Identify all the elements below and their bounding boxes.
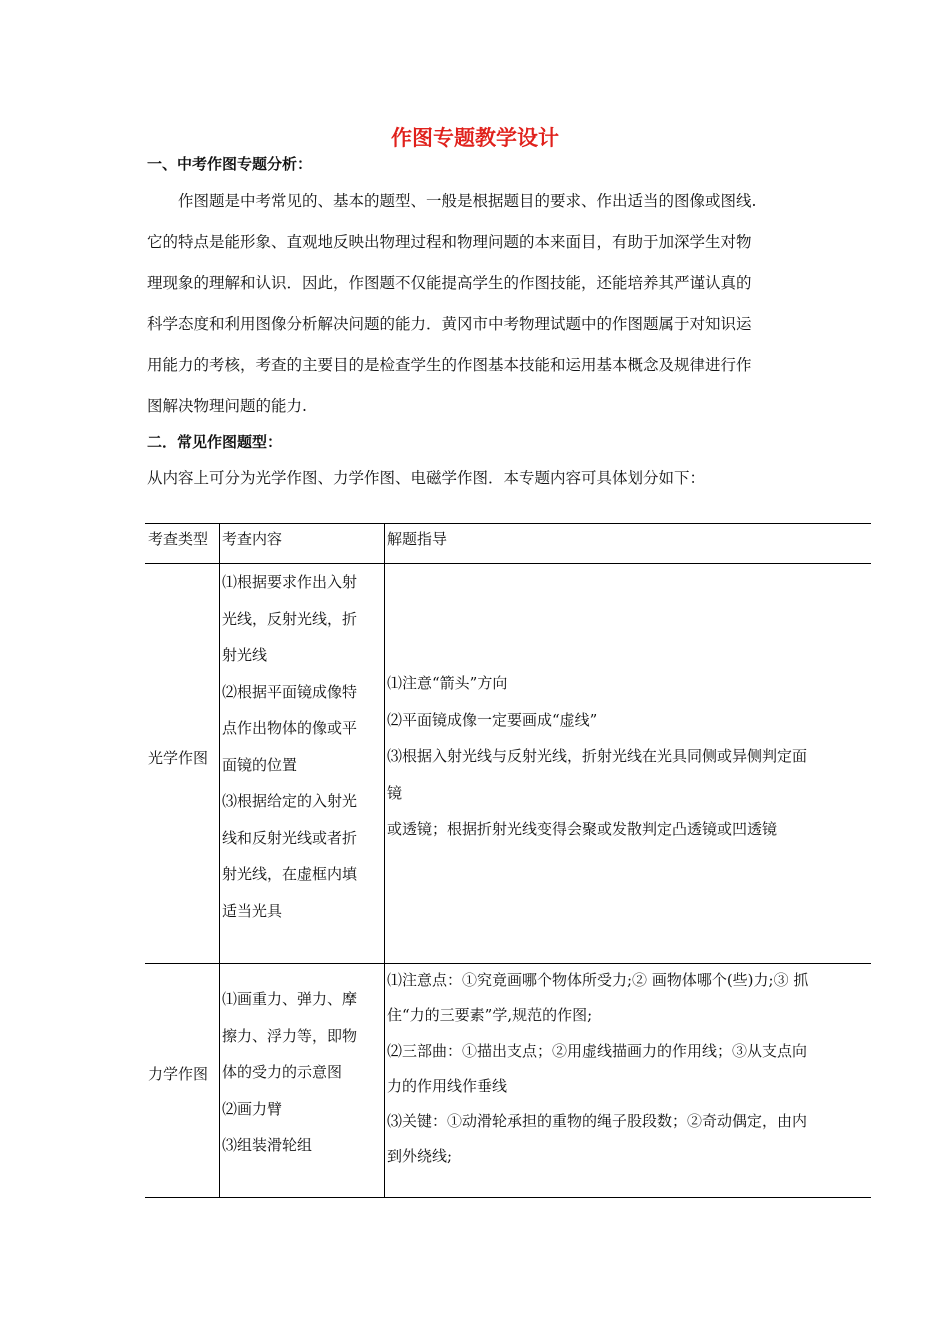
table-cell-content bbox=[222, 564, 357, 929]
cell-line: 线和反射光线或者折 bbox=[222, 828, 358, 847]
cell-line: 射光线，在虚框内填 bbox=[222, 865, 358, 883]
cell-line: ⑴注意“箭头”方向 bbox=[387, 674, 508, 692]
section1-heading: 一、中考作图专题分析： bbox=[147, 155, 313, 173]
table-cell-type: 力学作图 bbox=[148, 1065, 209, 1083]
section2-heading: 二．常见作图题型： bbox=[147, 433, 283, 451]
table-cell-guide bbox=[387, 665, 807, 848]
table-cell-guide bbox=[387, 963, 808, 1175]
section1-paragraph bbox=[147, 181, 817, 427]
cell-line: 体的受力的示意图 bbox=[222, 1063, 343, 1081]
cell-line: ⑶根据入射光线与反射光线，折射光线在光具同侧或异侧判定面 bbox=[387, 747, 808, 765]
cell-line: ⑴根据要求作出入射 bbox=[222, 573, 358, 591]
cell-line: 面镜的位置 bbox=[222, 755, 298, 774]
paragraph-line: 理现象的理解和认识．因此，作图题不仅能提高学生的作图技能，还能培养其严谨认真的 bbox=[147, 274, 752, 292]
cell-line: 适当光具 bbox=[222, 901, 283, 920]
cell-line: 光线，反射光线，折 bbox=[222, 609, 358, 628]
cell-line: ⑶关键：①动滑轮承担的重物的绳子股段数；②奇动偶定，由内 bbox=[387, 1112, 808, 1131]
table-cell-type: 光学作图 bbox=[148, 749, 209, 767]
cell-line: ⑵三部曲：①描出支点；②用虚线描画力的作用线；③从支点向 bbox=[387, 1041, 808, 1060]
cell-line: ⑶根据给定的入射光 bbox=[222, 792, 358, 810]
cell-line: 镜 bbox=[387, 783, 403, 802]
cell-line: 力的作用线作垂线 bbox=[387, 1076, 508, 1095]
cell-line: 或透镜；根据折射光线变得会聚或发散判定凸透镜或凹透镜 bbox=[387, 820, 778, 838]
table-top-border bbox=[145, 523, 871, 524]
cell-line: ⑵平面镜成像一定要画成“虚线” bbox=[387, 710, 598, 729]
cell-line: ⑶组装滑轮组 bbox=[222, 1136, 313, 1154]
cell-line: 到外绕线; bbox=[387, 1147, 453, 1166]
table-header-guide: 解题指导 bbox=[387, 530, 448, 548]
cell-line: ⑵根据平面镜成像特 bbox=[222, 682, 358, 701]
table-column-divider bbox=[384, 523, 385, 1198]
cell-line: 射光线 bbox=[222, 646, 268, 664]
table-header-content: 考查内容 bbox=[222, 530, 283, 548]
paragraph-line: 用能力的考核，考查的主要目的是检查学生的作图基本技能和运用基本概念及规律进行作 bbox=[147, 356, 752, 374]
paragraph-line: 科学态度和利用图像分析解决问题的能力．黄冈市中考物理试题中的作图题属于对知识运 bbox=[147, 315, 752, 333]
paragraph-line: 作图题是中考常见的、基本的题型、一般是根据题目的要求、作出适当的图像或图线. bbox=[147, 192, 757, 210]
table-bottom-border bbox=[145, 1197, 871, 1198]
paragraph-line: 它的特点是能形象、直观地反映出物理过程和物理问题的本来面目，有助于加深学生对物 bbox=[147, 233, 752, 251]
cell-line: ⑵画力臂 bbox=[222, 1099, 283, 1118]
cell-line: 住“力的三要素”学,规范的作图; bbox=[387, 1006, 593, 1025]
paragraph-line: 图解决物理问题的能力. bbox=[147, 397, 307, 415]
table-column-divider bbox=[219, 523, 220, 1198]
cell-line: ⑴画重力、弹力、摩 bbox=[222, 990, 358, 1008]
cell-line: 点作出物体的像或平 bbox=[222, 719, 358, 737]
document-title: 作图专题教学设计 bbox=[391, 126, 559, 150]
section2-intro: 从内容上可分为光学作图、力学作图、电磁学作图．本专题内容可具体划分如下： bbox=[147, 469, 706, 487]
cell-line: 擦力、浮力等，即物 bbox=[222, 1026, 358, 1045]
cell-line: ⑴注意点：①究竟画哪个物体所受力;② 画物体哪个(些)力;③ 抓 bbox=[387, 971, 809, 989]
table-cell-content bbox=[222, 981, 357, 1164]
table-header-type: 考查类型 bbox=[148, 530, 209, 548]
